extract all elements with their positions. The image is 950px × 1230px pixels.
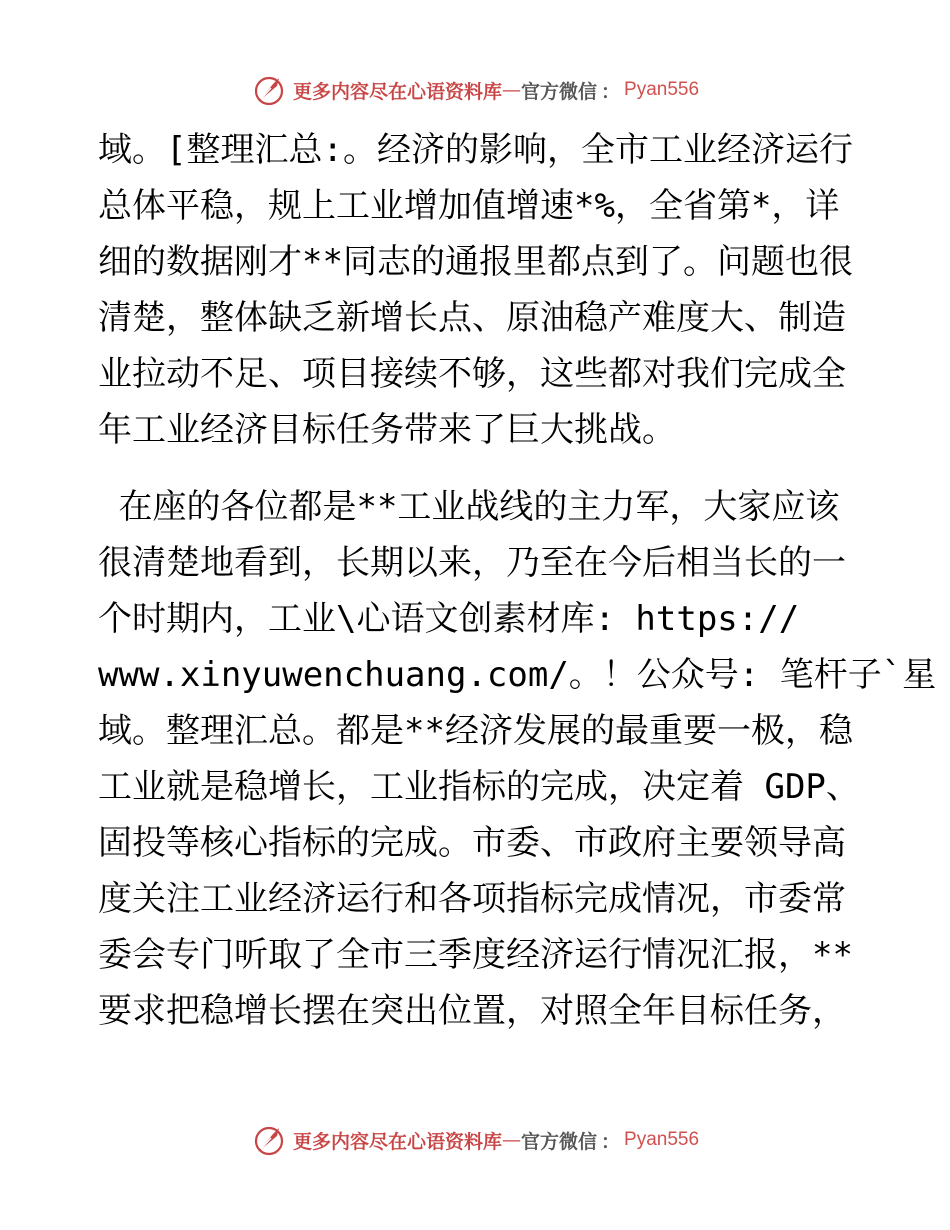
text-line: 要求把稳增长摆在突出位置，对照全年目标任务， [98,991,846,1031]
quill-logo-icon [251,1122,287,1158]
text-line: 清楚，整体缺乏新增长点、原油稳产难度大、制造 [98,298,846,338]
text-line: 年工业经济目标任务带来了巨大挑战。 [98,410,676,450]
text-line: 工业就是稳增长，工业指标的完成，决定着 GDP、 [98,767,860,807]
document-body [98,122,937,1039]
watermark-title: 更多内容尽在心语资料库 [292,1130,502,1153]
watermark-wechat-id: Pyan556 [624,79,700,100]
watermark-colon: ： [601,1130,621,1153]
text-line: 在座的各位都是**工业战线的主力军，大家应该 [98,487,840,527]
watermark-title: 更多内容尽在心语资料库 [292,80,502,103]
text-line: 域。[整理汇总:。经济的影响，全市工业经济运行 [98,130,853,170]
text-line: 域。整理汇总。都是**经济发展的最重要一极，稳 [98,711,853,751]
header-watermark [0,70,950,110]
text-line: 很清楚地看到，长期以来，乃至在今后相当长的一 [98,543,846,583]
text-line: 固投等核心指标的完成。市委、市政府主要领导高 [98,823,846,863]
watermark-separator: — [501,1129,521,1151]
watermark-wechat-id: Pyan556 [624,1129,700,1150]
watermark-separator: — [501,79,521,101]
text-line: 度关注工业经济运行和各项指标完成情况，市委常 [98,879,846,919]
watermark-label: 官方微信 [520,1130,597,1153]
paragraph [98,122,853,458]
text-line: 委会专门听取了全市三季度经济运行情况汇报，** [98,935,853,975]
text-line: 总体平稳，规上工业增加值增速*%，全省第*，详 [98,186,840,226]
footer-watermark [0,1120,950,1160]
paragraph [98,479,937,1039]
text-line: www.xinyuwenchuang.com/。！公众号: 笔杆子`星 [98,655,937,695]
text-line: 业拉动不足、项目接续不够，这些都对我们完成全 [98,354,846,394]
watermark-colon: ： [601,80,621,103]
text-line: 个时期内，工业\心语文创素材库: https:// [98,599,800,639]
text-line: 细的数据刚才**同志的通报里都点到了。问题也很 [98,242,853,282]
paragraph-gap [98,458,850,479]
watermark-label: 官方微信 [520,80,597,103]
quill-logo-icon [251,72,287,108]
